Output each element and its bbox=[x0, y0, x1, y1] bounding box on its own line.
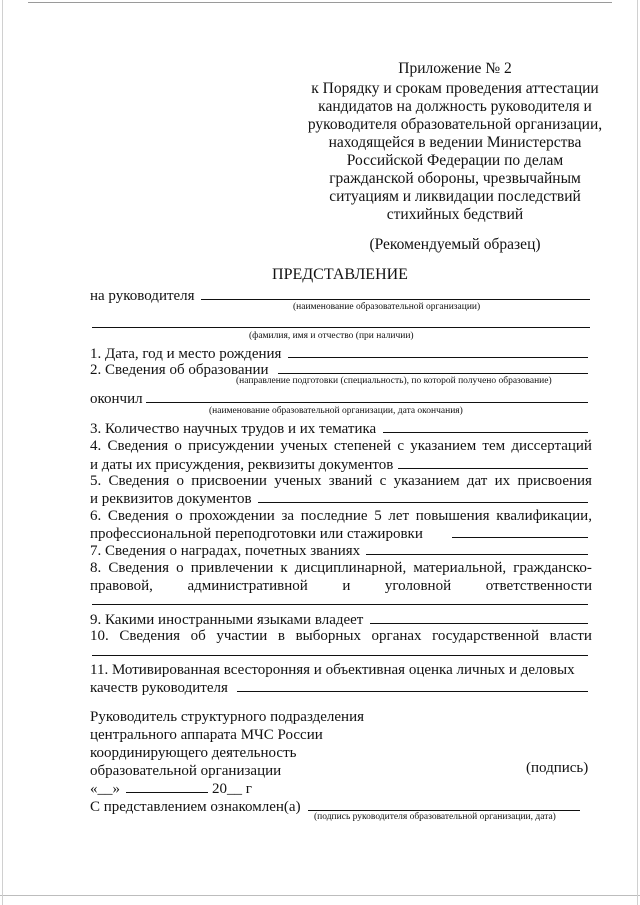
item-8-line-2 bbox=[90, 577, 592, 595]
word: к bbox=[280, 560, 288, 576]
signer-line: Руководитель структурного подразделения bbox=[90, 709, 364, 725]
word: о bbox=[175, 508, 183, 524]
word: повышения bbox=[415, 508, 490, 524]
caption-acquainted: (подпись руководителя образовательной организации, дата) bbox=[314, 812, 556, 822]
word: за bbox=[281, 508, 295, 524]
word: о bbox=[174, 438, 182, 454]
word: Сведения bbox=[107, 438, 169, 454]
caption-direction: (направление подготовки (специальность), по которой получено образование) bbox=[236, 376, 552, 386]
name-line[interactable] bbox=[92, 327, 590, 328]
word: уголовной bbox=[384, 578, 452, 594]
word: власти bbox=[549, 628, 592, 644]
word: с bbox=[379, 473, 387, 489]
word: 5 bbox=[374, 508, 382, 524]
appendix-line: к Порядку и срокам проведения аттестации bbox=[311, 80, 599, 97]
word: квалификации, bbox=[496, 508, 592, 524]
appendix-line: находящейся в ведении Министерства bbox=[328, 134, 582, 151]
acquainted-line[interactable] bbox=[308, 810, 580, 811]
item-9-line[interactable] bbox=[370, 623, 588, 624]
word: степеней bbox=[333, 438, 392, 454]
item-4-line-2: и даты их присуждения, реквизиты документов bbox=[90, 457, 394, 473]
item-7-line[interactable] bbox=[366, 554, 588, 555]
word: органах bbox=[371, 628, 422, 644]
document-title: ПРЕДСТАВЛЕНИЕ bbox=[272, 266, 408, 283]
signer-line: центрального аппарата МЧС России bbox=[90, 727, 323, 743]
recipient-org-line[interactable] bbox=[201, 299, 590, 300]
recipient-label: на руководителя bbox=[90, 288, 195, 304]
word: и bbox=[342, 578, 351, 594]
item-4-line[interactable] bbox=[398, 468, 588, 469]
word: ученых bbox=[280, 438, 328, 454]
word: дат bbox=[466, 473, 488, 489]
word: 6. bbox=[90, 508, 102, 524]
graduated-label: окончил bbox=[90, 391, 143, 407]
date-day: «__» bbox=[90, 781, 120, 797]
word: диссертаций bbox=[511, 438, 592, 454]
word: с bbox=[397, 438, 404, 454]
word: административной bbox=[187, 578, 308, 594]
caption-org: (наименование образовательной организации) bbox=[293, 302, 481, 312]
word: гражданско- bbox=[513, 560, 592, 576]
word: ученых bbox=[274, 473, 322, 489]
signer-line: образовательной организации bbox=[90, 763, 282, 779]
word: лет bbox=[388, 508, 410, 524]
signature-label: (подпись) bbox=[526, 760, 589, 776]
item-5-line-2: и реквизитов документов bbox=[90, 491, 252, 507]
caption-graduated: (наименование образовательной организации, дата окончания) bbox=[209, 406, 463, 416]
item-6-line-2: профессиональной переподготовки или стажировки bbox=[90, 526, 423, 542]
word: государственной bbox=[432, 628, 540, 644]
item-6-line-1 bbox=[90, 507, 592, 525]
word: указанием bbox=[393, 473, 460, 489]
word: указанием bbox=[410, 438, 477, 454]
item-10-line-1 bbox=[90, 627, 592, 645]
word: о bbox=[176, 560, 184, 576]
word: выборных bbox=[295, 628, 361, 644]
word: правовой, bbox=[90, 578, 153, 594]
item-5-line[interactable] bbox=[258, 502, 588, 503]
word: Сведения bbox=[107, 508, 169, 524]
word: Сведения bbox=[108, 560, 170, 576]
signer-line: координирующего деятельность bbox=[90, 745, 297, 761]
word: ответственности bbox=[485, 578, 592, 594]
word: 4. bbox=[90, 438, 102, 454]
item-1-label: 1. Дата, год и место рождения bbox=[90, 346, 282, 362]
word: материальной, bbox=[413, 560, 507, 576]
item-11-line-2: качеств руководителя bbox=[90, 680, 228, 696]
word: 8. bbox=[90, 560, 102, 576]
item-5-line-1 bbox=[90, 472, 592, 490]
item-8-line[interactable] bbox=[92, 604, 588, 605]
item-11-line-1: 11. Мотивированная всесторонняя и объективная оценка личных и деловых bbox=[90, 662, 575, 678]
item-10-line[interactable] bbox=[92, 655, 588, 656]
appendix-line: стихийных бедствий bbox=[386, 206, 524, 223]
word: привлечении bbox=[190, 560, 274, 576]
item-3-line[interactable] bbox=[383, 432, 588, 433]
item-3-label: 3. Количество научных трудов и их тематика bbox=[90, 421, 377, 437]
word: 10. bbox=[90, 628, 109, 644]
item-1-line[interactable] bbox=[288, 357, 588, 358]
word: присвоения bbox=[517, 473, 592, 489]
word: присуждении bbox=[188, 438, 275, 454]
word: прохождении bbox=[189, 508, 275, 524]
item-11-line[interactable] bbox=[237, 691, 588, 692]
appendix-number: Приложение № 2 bbox=[398, 60, 512, 77]
appendix-line: ситуациям и ликвидации последствий bbox=[329, 188, 581, 205]
page-edge-right bbox=[637, 0, 638, 905]
word: 5. bbox=[90, 473, 102, 489]
word: в bbox=[277, 628, 285, 644]
item-6-line[interactable] bbox=[452, 537, 588, 538]
word: званий bbox=[328, 473, 373, 489]
sample-note: (Рекомендуемый образец) bbox=[369, 236, 541, 253]
word: об bbox=[190, 628, 206, 644]
word: участии bbox=[216, 628, 268, 644]
item-7-label: 7. Сведения о наградах, почетных званиях bbox=[90, 543, 361, 559]
date-month-line[interactable] bbox=[126, 792, 208, 793]
word: присвоении bbox=[191, 473, 267, 489]
page-edge-left bbox=[2, 0, 3, 905]
word: последние bbox=[300, 508, 368, 524]
word: тем bbox=[482, 438, 506, 454]
appendix-line: кандидатов на должность руководителя и bbox=[318, 98, 592, 115]
word: их bbox=[494, 473, 511, 489]
appendix-line: руководителя образовательной организации, bbox=[307, 116, 603, 133]
item-2-line[interactable] bbox=[278, 373, 588, 374]
acquainted-label: С представлением ознакомлен(а) bbox=[90, 799, 301, 815]
word: Сведения bbox=[108, 473, 170, 489]
graduated-line[interactable] bbox=[146, 402, 588, 403]
page-edge-top bbox=[28, 2, 612, 3]
item-2-label: 2. Сведения об образовании bbox=[90, 362, 269, 378]
appendix-line: Российской Федерации по делам bbox=[346, 152, 564, 169]
word: Сведения bbox=[119, 628, 181, 644]
item-8-line-1 bbox=[90, 559, 592, 577]
caption-name: (фамилия, имя и отчество (при наличии) bbox=[249, 331, 414, 341]
date-year: 20__ г bbox=[212, 781, 252, 797]
word: о bbox=[176, 473, 185, 489]
page-edge-bottom bbox=[0, 895, 640, 896]
item-4-line-1 bbox=[90, 437, 592, 455]
item-9-label: 9. Какими иностранными языками владеет bbox=[90, 612, 364, 628]
word: дисциплинарной, bbox=[294, 560, 407, 576]
appendix-line: гражданской обороны, чрезвычайным bbox=[329, 170, 581, 187]
